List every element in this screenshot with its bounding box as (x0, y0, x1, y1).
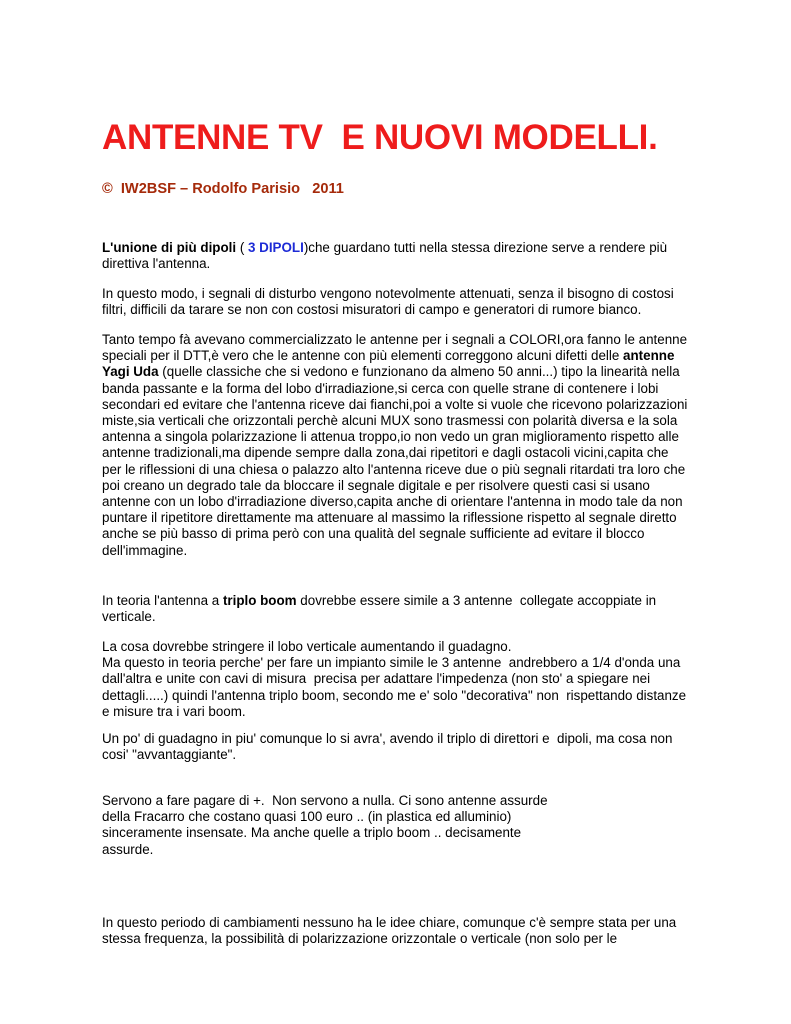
paragraph-line: anche se più basso di prima però con una qualità del segnale sufficiente ad evitare il blocco (102, 526, 645, 542)
paragraph-line: della Fracarro che costano quasi 100 euro .. (in plastica ed alluminio) (102, 809, 512, 825)
paragraph-line: verticale. (102, 609, 156, 625)
paragraph-line: filtri, difficili da tarare se non con costosi misuratori di campo e generatori di rumore bianco. (102, 302, 642, 318)
text-fragment: speciali per il DTT,è vero che le antenne con più elementi correggono alcuni difetti delle (102, 348, 624, 364)
paragraph-line: cosi' "avvantaggiante". (102, 747, 237, 763)
highlighted-phrase: 3 DIPOLI (248, 240, 304, 255)
paragraph-line: In questo modo, i segnali di disturbo vengono notevolmente attenuati, senza il bisogno di costosi (102, 286, 674, 301)
paragraph-line: per le riflessioni di una chiesa o palazzo alto l'antenna riceve due o più segnali ritardati tra loro che (102, 461, 686, 477)
bold-phrase: triplo boom (222, 593, 297, 608)
paragraph-line (102, 593, 656, 609)
paragraph-line: sinceramente insensate. Ma anche quelle a triplo boom .. decisamente (102, 825, 522, 841)
paragraph-servono (102, 793, 548, 858)
paragraph-line (102, 348, 687, 364)
paragraph-line: dall'altra e unite con cavi di misura precisa per adattare l'impedenza (non sto' a spiegare nei (102, 671, 651, 687)
bold-phrase: antenne (623, 348, 675, 364)
paragraph-guadagno (102, 731, 672, 763)
paragraph-line: e misure tra i vari boom. (102, 703, 246, 719)
paragraph-line (102, 240, 667, 256)
paragraph-line: poi creano un degrado tale da bloccare il segnale digitale e per risolvere questi casi si usano (102, 477, 650, 493)
paragraph-line: secondari ed evitare che l'antenna riceve dai fianchi,poi a volte si vuole che ricevono polarizzazioni (102, 396, 688, 412)
bold-phrase: L'unione di più dipoli (102, 240, 237, 255)
paragraph-dipoli (102, 240, 667, 272)
paragraph-line: dettagli.....) quindi l'antenna triplo boom, secondo me e' solo "decorativa" non rispettando distanze (102, 687, 687, 703)
paragraph-line: banda passante e la forma del lobo d'irradiazione,si cerca con quelle strane di contenere i lobi (102, 380, 659, 396)
paragraph-line: antenne tradizionali,ma dipende sempre dalla zona,dai ripetitori e dagli ostacoli vicini,capita che (102, 445, 669, 461)
author-byline: © IW2BSF – Rodolfo Parisio 2011 (102, 181, 344, 197)
paragraph-line: antenne con un lobo d'irradiazione diverso,capita anche di orientare l'antenna in modo tale da non (102, 494, 683, 510)
paragraph-line: In questo periodo di cambiamenti nessuno ha le idee chiare, comunque c'è sempre stata per una (102, 915, 677, 930)
document-title: ANTENNE TV E NUOVI MODELLI. (102, 118, 658, 157)
paragraph-lobo-verticale (102, 639, 686, 720)
paragraph-line: dell'immagine. (102, 542, 188, 558)
text-fragment: dovrebbe essere simile a 3 antenne collegate accoppiate in (296, 593, 657, 608)
paragraph-line: Un po' di guadagno in piu' comunque lo si avra', avendo il triplo di direttori e dipoli, ma cosa non (102, 731, 673, 746)
text-fragment: )che guardano tutti nella stessa direzione serve a rendere più (303, 240, 668, 255)
bold-phrase: Yagi Uda (102, 364, 159, 380)
paragraph-line: Tanto tempo fà avevano commercializzato le antenne per i segnali a COLORI,ora fanno le antenne (102, 332, 688, 347)
paragraph-line: miste,sia verticali che orizzontali perchè alcuni MUX sono trasmessi con polarità diversa e la sola (102, 413, 678, 429)
paragraph-cambiamenti (102, 915, 676, 947)
paragraph-line: stessa frequenza, la possibilità di polarizzazione orizzontale o verticale (non solo per le (102, 931, 618, 947)
paragraph-line: Ma questo in teoria perche' per fare un impianto simile le 3 antenne andrebbero a 1/4 d'onda una (102, 655, 681, 671)
paragraph-line: direttiva l'antenna. (102, 256, 211, 272)
paragraph-line: Servono a fare pagare di +. Non servono a nulla. Ci sono antenne assurde (102, 793, 548, 808)
paragraph-disturbo (102, 286, 674, 318)
paragraph-line: puntare il ripetitore direttamente ma attenuare al massimo la riflessione rispetto al segnale diretto (102, 510, 677, 526)
paragraph-line (102, 364, 687, 380)
text-fragment: ( (236, 240, 248, 255)
text-fragment: In teoria l'antenna a (102, 593, 223, 608)
paragraph-line: antenna a singola polarizzazione li attenua troppo,io non vedo un gran miglioramento rispetto alle (102, 429, 679, 445)
paragraph-triplo-boom (102, 593, 656, 625)
paragraph-line: assurde. (102, 841, 154, 857)
text-fragment: (quelle classiche che si vedono e funzionano da almeno 50 anni...) tipo la linearità nella (158, 364, 680, 380)
paragraph-line: La cosa dovrebbe stringere il lobo verticale aumentando il guadagno. (102, 639, 512, 654)
paragraph-dtt (102, 332, 687, 559)
